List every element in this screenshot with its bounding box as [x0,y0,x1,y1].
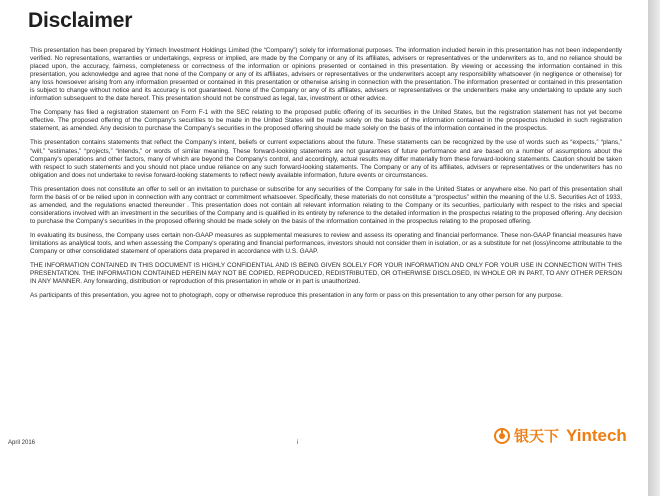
paragraph: This presentation has been prepared by Yintech Investment Holdings Limited (the “Company”) solely for informational purposes. The information included herein in this presentation has not been independently verified. No representations, warranties or undertakings, express or implied, are made by the Company or any of its affiliates, advisers or representatives or the underwriters as to, and no reliance should be placed upon, the accuracy, fairness, completeness or correctness of the information or opinions presented or contained in this presentation. By viewing or accessing the information contained in this presentation, you acknowledge and agree that none of the Company or any of its affiliates, advisers or representatives or the underwriters accept any responsibility whatsoever (in negligence or otherwise) for any loss howsoever arising from any information presented or contained in this presentation or otherwise arising in connection with the presentation. The information presented or contained in this presentation is subject to change without notice and its accuracy is not guaranteed. None of the Company or any of its affiliates, advisers or representatives or the underwriters make any undertaking to update any such information subsequent to the date hereof. This presentation should not be construed as legal, tax, investment or other advice. [30,47,622,103]
disclaimer-body [30,47,622,306]
footer-date: April 2016 [8,440,36,446]
logo-english-name: Yintech [566,425,627,445]
paragraph: The Company has filed a registration statement on Form F-1 with the SEC relating to the proposed public offering of its securities in the United States, but the registration statement has not yet become effective. The proposed offering of the Company's securities to be made in the United States will be made solely on the basis of the information contained in the prospectus included in such registration statement, as amended. Any decision to purchase the Company's securities in the proposed offering should be made solely on the basis of the information contained in the prospectus. [30,109,622,133]
paragraph: This presentation contains statements that reflect the Company's intent, beliefs or current expectations about the future. These statements can be recognized by the use of words such as “expects,” “plans,” “will,” “estimates,” “projects,” “intends,” or words of similar meaning. These forward-looking statements are not guarantees of future performance and are based on a number of assumptions about the Company's operations and other factors, many of which are beyond the Company's control, and accordingly, actual results may differ materially from these forward-looking statements. Caution should be taken with respect to such statements and you should not place undue reliance on any such forward-looking statements. The Company or any of its affiliates, advisers or representatives or the underwriters has no obligation and does not undertake to revise forward-looking statements to reflect newly available information, future events or circumstances. [30,139,622,179]
paragraph: This presentation does not constitute an offer to sell or an invitation to purchase or subscribe for any securities of the Company for sale in the United States or anywhere else. No part of this presentation shall form the basis of or be relied upon in connection with any contract or commitment whatsoever. Specifically, these materials do not constitute a “prospectus” within the meaning of the U.S. Securities Act of 1933, as amended, and the regulations enacted thereunder . This presentation does not contain all relevant information relating to the Company or its securities, particularly with respect to the risks and special considerations involved with an investment in the securities of the Company and is qualified in its entirety by reference to the detailed information in the prospectus relating to the proposed offering. Any decision to purchase the Company's securities in the proposed offering should be made solely on the basis of the information contained in the prospectus relating to the proposed offering. [30,185,622,225]
page-edge-shadow [648,0,660,496]
yintech-logo-icon [494,428,510,444]
page-title: Disclaimer [28,9,133,32]
page-number: i [297,440,299,446]
company-logo [494,425,627,446]
logo-chinese-name: 银天下 [514,428,560,445]
paragraph: In evaluating its business, the Company uses certain non-GAAP measures as supplemental measures to review and assess its operating and financial performance. These non-GAAP financial measures have limitations as analytical tools, and when assessing the Company's operating and financial performances, investors should not consider them in isolation, or as a substitute for net (loss)/income attributable to the Company or other consolidated statement of operations data prepared in accordance with U.S. GAAP. [30,231,622,256]
paragraph: As participants of this presentation, you agree not to photograph, copy or otherwise reproduce this presentation in any form or pass on this presentation to any other person for any purpose. [30,292,563,300]
paragraph: THE INFORMATION CONTAINED IN THIS DOCUMENT IS HIGHLY CONFIDENTIAL AND IS BEING GIVEN SOLELY FOR YOUR INFORMATION AND ONLY FOR YOUR USE IN CONNECTION WITH THIS PRESENTATION. THE INFORMATION CONTAINED HEREIN MAY NOT BE COPIED, REPRODUCED, REDISTRIBUTED, OR OTHERWISE DISCLOSED, IN WHOLE OR IN PART, TO ANY OTHER PERSON IN ANY MANNER. Any forwarding, distribution or reproduction of this presentation in whole or in part is unauthorized. [30,262,622,286]
